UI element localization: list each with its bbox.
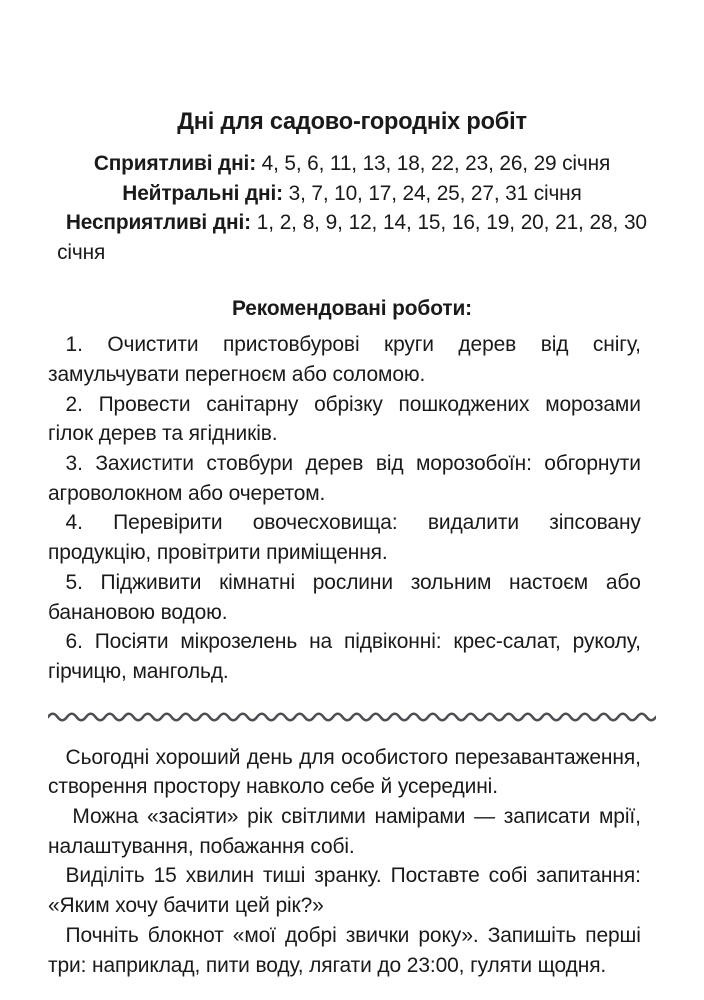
section-divider — [48, 709, 656, 735]
note-paragraph: Можна «засіяти» рік світлими намірами — записати мрії, налаштування, побажання собі. — [48, 804, 641, 858]
recommended-works-heading: Рекомендовані роботи: — [231, 296, 473, 321]
work-item: 6. Посіяти мікрозелень на підвіконні: крес-салат, руколу, гірчицю, мангольд. — [48, 629, 641, 683]
neutral-days-line — [57, 179, 647, 209]
note-paragraph: Сьогодні хороший день для особистого перезавантаження, створення простору навколо себе й усередині. — [48, 744, 641, 799]
recommended-works-list — [48, 330, 656, 686]
note-paragraph: Почніть блокнот «мої добрі звички року». Запишіть перші три: наприклад, пити воду, лягати до 23:00, гуляти щодня. — [48, 922, 641, 977]
moon-days-block — [48, 149, 656, 267]
work-item: 3. Захистити стовбури дерев від морозобоїн: обгорнути агроволокном або очеретом. — [48, 450, 641, 505]
neutral-days-values: 3, 7, 10, 17, 24, 25, 27, 31 січня — [288, 180, 582, 205]
neutral-days-label: Нейтральні дні: — [122, 180, 283, 205]
favorable-days-label: Сприятливі дні: — [93, 151, 257, 176]
work-item: 5. Підживити кімнатні рослини зольним настоєм або банановою водою. — [48, 569, 641, 624]
note-paragraph: Виділіть 15 хвилин тиші зранку. Поставте собі запитання: «Яким хочу бачити цей рік?» — [48, 863, 641, 918]
unfavorable-days-label: Несприятливі дні: — [65, 210, 251, 235]
wavy-line-divider-icon — [48, 709, 656, 725]
daily-notes-block — [48, 743, 656, 981]
unfavorable-days-line — [57, 208, 647, 267]
page-title: Дні для садово-городніх робіт — [177, 108, 527, 135]
work-item: 2. Провести санітарну обрізку пошкоджених морозами гілок дерев та ягідників. — [48, 391, 641, 446]
favorable-days-line — [57, 149, 647, 179]
unfavorable-days-values: 1, 2, 8, 9, 12, 14, 15, 16, 19, 20, 21, 28, 30 січня — [57, 210, 647, 264]
favorable-days-values: 4, 5, 6, 11, 13, 18, 22, 23, 26, 29 січня — [261, 151, 611, 176]
work-item: 1. Очистити пристовбурові круги дерев від снігу, замульчувати перегноєм або соломою. — [48, 332, 641, 386]
work-item: 4. Перевірити овочесховища: видалити зіпсовану продукцію, провітрити приміщення. — [48, 510, 641, 565]
